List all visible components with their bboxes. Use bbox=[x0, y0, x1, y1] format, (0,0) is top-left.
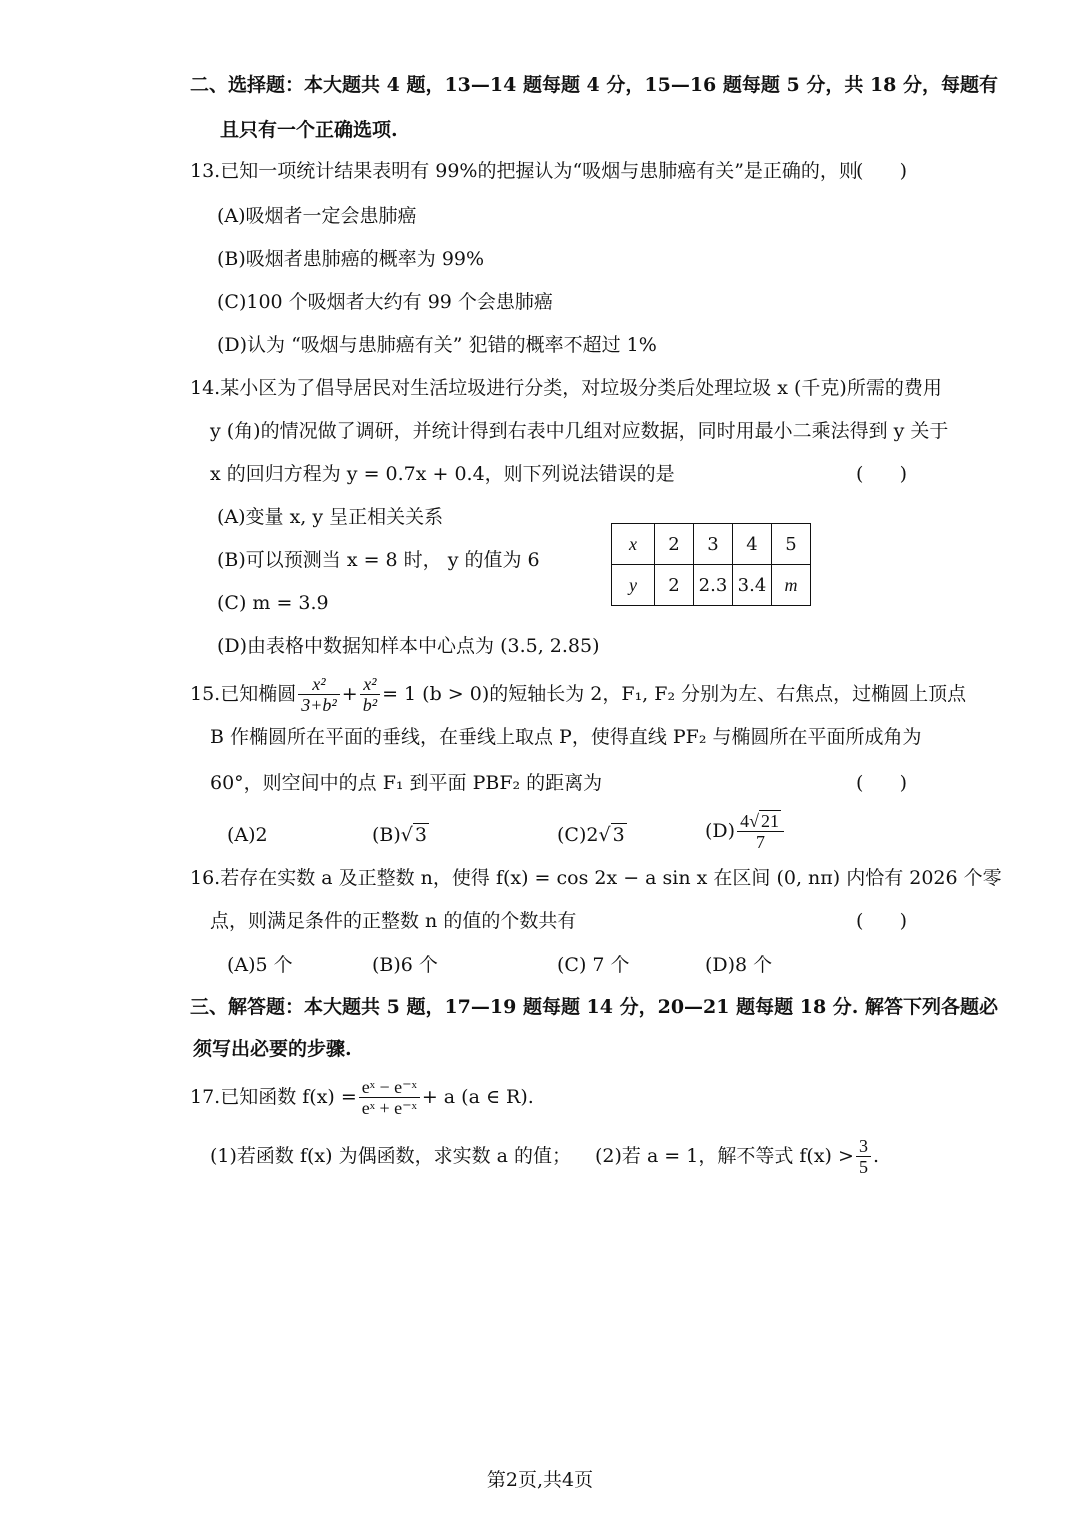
q15-option-d-numerator bbox=[737, 811, 784, 832]
table-cell: 5 bbox=[772, 524, 811, 565]
page-footer: 第2页,共4页 bbox=[486, 1469, 594, 1491]
q15-option-d-radicand: 21 bbox=[760, 810, 779, 831]
q16-option-d: (D)8 个 bbox=[705, 954, 773, 976]
table-cell: 3.4 bbox=[733, 565, 772, 606]
q14-option-c: (C) m = 3.9 bbox=[217, 592, 329, 614]
q14-data-table bbox=[611, 523, 811, 606]
sqrt-icon: √ bbox=[598, 824, 611, 846]
q13-option-b: (B)吸烟者患肺癌的概率为 99% bbox=[217, 248, 485, 270]
q14-line3: x 的回归方程为 y = 0.7x + 0.4，则下列说法错误的是 bbox=[210, 463, 675, 485]
q15-option-b bbox=[372, 822, 429, 848]
q15-option-a: (A)2 bbox=[227, 824, 268, 846]
q15-equation-rest: = 1 (b > 0)的短轴长为 2，F₁, F₂ 分别为左、右焦点，过椭圆上顶点 bbox=[382, 683, 967, 705]
table-cell: 2 bbox=[655, 565, 694, 606]
q15-option-d-coef: 4 bbox=[740, 810, 750, 831]
q15-option-c-label: (C)2 bbox=[557, 824, 599, 846]
q15-option-c bbox=[557, 822, 627, 848]
q17-part2-prefix: (2)若 a = 1，解不等式 f(x) > bbox=[594, 1145, 854, 1167]
q13-option-a: (A)吸烟者一定会患肺癌 bbox=[217, 205, 417, 227]
q13-answer-paren: ( ) bbox=[856, 160, 908, 182]
table-row bbox=[612, 524, 811, 565]
q17-prefix: 17.已知函数 f(x) = bbox=[190, 1086, 357, 1108]
q15-fraction-1 bbox=[298, 674, 340, 715]
table-cell: 2.3 bbox=[694, 565, 733, 606]
q17-stem bbox=[190, 1068, 534, 1126]
table-cell: 4 bbox=[733, 524, 772, 565]
q15-option-d-fraction bbox=[737, 811, 784, 852]
q14-option-a: (A)变量 x, y 呈正相关关系 bbox=[217, 506, 444, 528]
q17-numerator: eˣ − e⁻ˣ bbox=[359, 1077, 420, 1098]
q15-option-d bbox=[705, 803, 786, 859]
q15-frac2-denominator: b² bbox=[362, 694, 378, 715]
q17-denominator: eˣ + e⁻ˣ bbox=[361, 1097, 417, 1118]
section3-title-line2: 须写出必要的步骤. bbox=[193, 1038, 352, 1060]
sqrt-icon: √ bbox=[749, 810, 759, 831]
q16-line2: 点，则满足条件的正整数 n 的值的个数共有 bbox=[210, 910, 577, 932]
q14-option-b: (B)可以预测当 x = 8 时， y 的值为 6 bbox=[217, 549, 540, 571]
q13-option-d: (D)认为 “吸烟与患肺癌有关” 犯错的概率不超过 1% bbox=[217, 334, 657, 356]
q15-fraction-2 bbox=[360, 674, 380, 715]
q17-suffix: + a (a ∈ R). bbox=[421, 1086, 534, 1108]
q15-option-b-label: (B) bbox=[372, 824, 401, 846]
table-cell: y bbox=[612, 565, 655, 606]
q16-option-c: (C) 7 个 bbox=[557, 954, 630, 976]
q16-option-b: (B)6 个 bbox=[372, 954, 438, 976]
q13-stem: 13.已知一项统计结果表明有 99%的把握认为“吸烟与患肺癌有关”是正确的，则 bbox=[190, 160, 858, 182]
q15-frac1-numerator: x² bbox=[298, 674, 340, 695]
sqrt-icon: √ bbox=[400, 824, 413, 846]
q17-part2-numerator: 3 bbox=[856, 1136, 871, 1157]
q15-answer-paren: ( ) bbox=[856, 772, 908, 794]
q16-answer-paren: ( ) bbox=[856, 910, 908, 932]
table-cell: 2 bbox=[655, 524, 694, 565]
q14-option-d: (D)由表格中数据知样本中心点为 (3.5, 2.85) bbox=[217, 635, 600, 657]
q15-line3: 60°，则空间中的点 F₁ 到平面 PBF₂ 的距离为 bbox=[210, 772, 603, 794]
q16-line1: 16.若存在实数 a 及正整数 n，使得 f(x) = cos 2x − a sin x 在区间 (0, nπ) 内恰有 2026 个零 bbox=[190, 867, 1002, 889]
q14-line2: y (角)的情况做了调研，并统计得到右表中几组对应数据，同时用最小二乘法得到 y 关于 bbox=[210, 420, 949, 442]
q13-option-c: (C)100 个吸烟者大约有 99 个会患肺癌 bbox=[217, 291, 553, 313]
q15-prefix: 15.已知椭圆 bbox=[190, 683, 297, 705]
table-row bbox=[612, 565, 811, 606]
q15-option-d-denominator: 7 bbox=[756, 831, 765, 852]
section2-title-line1: 二、选择题：本大题共 4 题，13—14 题每题 4 分，15—16 题每题 5 分，共 18 分，每题有 bbox=[190, 74, 999, 96]
q15-option-c-radicand: 3 bbox=[612, 824, 625, 846]
q17-parts bbox=[210, 1130, 879, 1182]
q17-part2-end: . bbox=[872, 1145, 879, 1167]
q15-option-b-radicand: 3 bbox=[414, 824, 427, 846]
table-cell: x bbox=[612, 524, 655, 565]
q17-fraction bbox=[359, 1077, 420, 1118]
table-cell: 3 bbox=[694, 524, 733, 565]
q15-option-d-label: (D) bbox=[705, 820, 736, 842]
q15-line1 bbox=[190, 665, 966, 723]
q14-answer-paren: ( ) bbox=[856, 463, 908, 485]
q15-frac1-denominator: 3+b² bbox=[301, 694, 337, 715]
q15-plus: + bbox=[341, 683, 358, 705]
q15-frac2-numerator: x² bbox=[360, 674, 380, 695]
q17-part2-fraction bbox=[856, 1136, 871, 1177]
section2-title-line2: 且只有一个正确选项. bbox=[220, 119, 398, 141]
section3-title-line1: 三、解答题：本大题共 5 题，17—19 题每题 14 分，20—21 题每题 18 分. 解答下列各题必 bbox=[190, 996, 999, 1018]
table-cell: m bbox=[772, 565, 811, 606]
q17-part2-denominator: 5 bbox=[858, 1156, 868, 1177]
q15-line2: B 作椭圆所在平面的垂线，在垂线上取点 P，使得直线 PF₂ 与椭圆所在平面所成角为 bbox=[210, 726, 922, 748]
q17-part1: (1)若函数 f(x) 为偶函数，求实数 a 的值； bbox=[210, 1145, 571, 1167]
q14-line1: 14.某小区为了倡导居民对生活垃圾进行分类，对垃圾分类后处理垃圾 x (千克)所需的费用 bbox=[190, 377, 942, 399]
q16-option-a: (A)5 个 bbox=[227, 954, 293, 976]
